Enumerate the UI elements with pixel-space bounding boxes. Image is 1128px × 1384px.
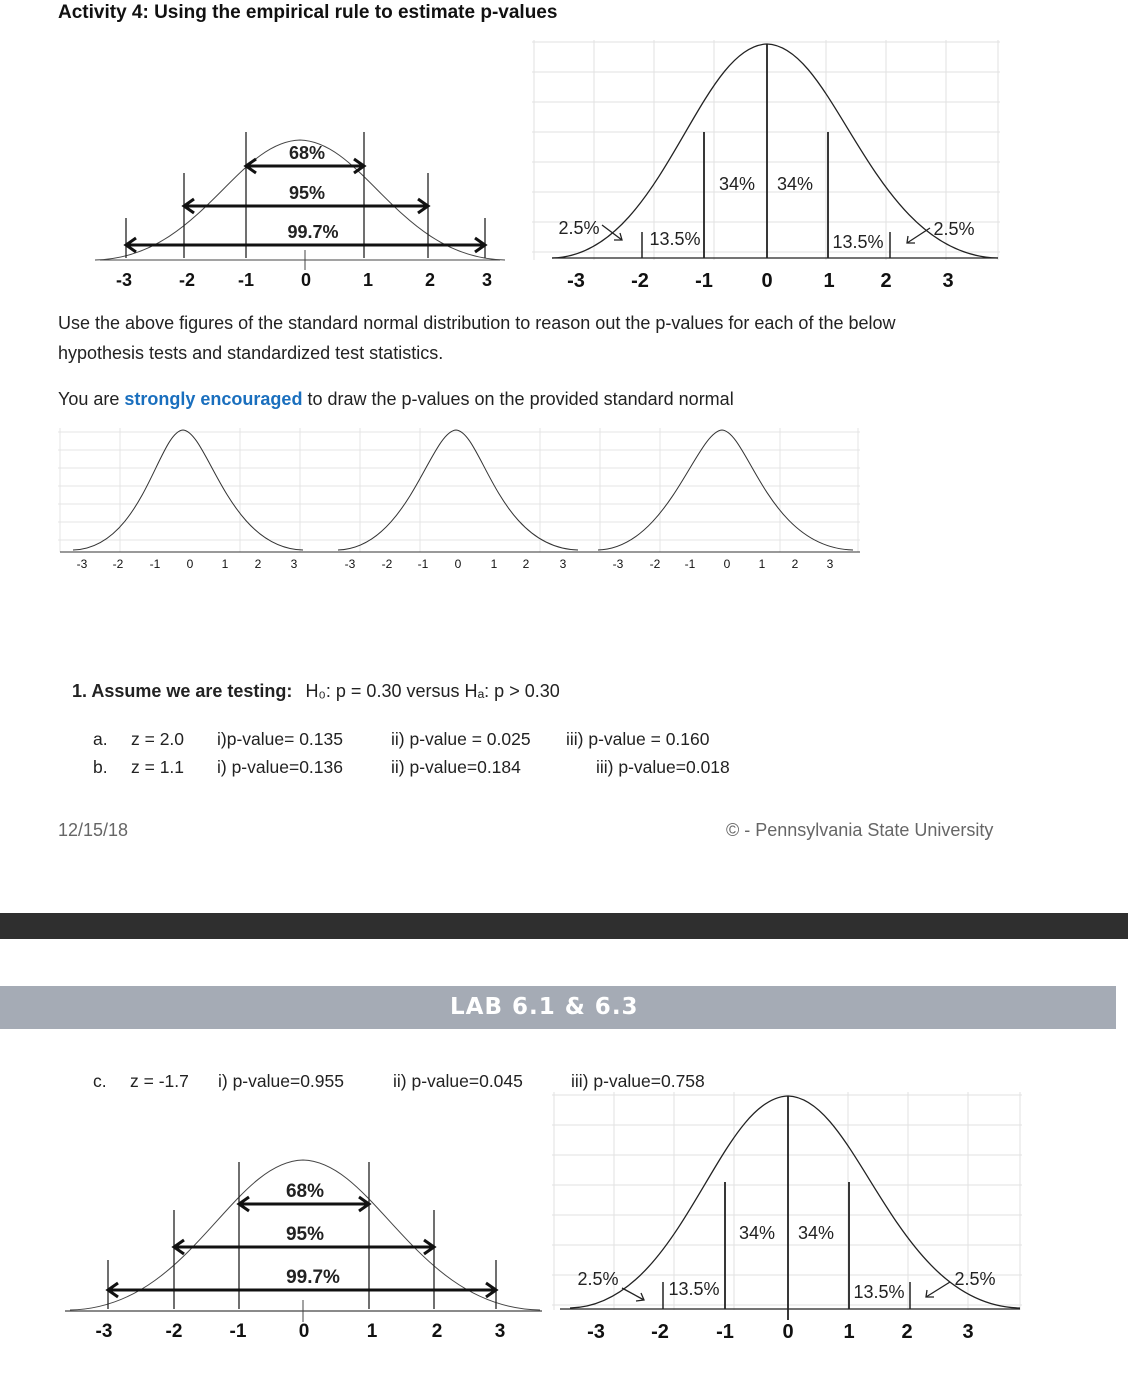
- axis-tick-label: 3: [826, 557, 834, 571]
- axis-tick-label: 2: [791, 557, 799, 571]
- axis-tick-label: 0: [761, 270, 773, 292]
- region-label: 13.5%: [853, 1282, 905, 1302]
- row-a-letter: a.: [93, 729, 108, 749]
- axis-tick-label: 1: [366, 1321, 378, 1342]
- axis-tick-label: 0: [782, 1321, 794, 1343]
- region-label: 2.5%: [577, 1269, 619, 1289]
- row-b-option-i: i) p-value=0.136: [217, 757, 343, 777]
- bell-curve: [552, 44, 998, 258]
- row-b-option-ii: ii) p-value=0.184: [391, 757, 521, 777]
- axis-tick-label: 3: [962, 1321, 974, 1343]
- row-a-option-i: i)p-value= 0.135: [217, 729, 343, 749]
- row-b-option-iii: iii) p-value=0.018: [596, 757, 730, 777]
- axis-tick-label: 2: [424, 270, 436, 290]
- axis-tick-label: 2: [254, 557, 262, 571]
- instructions-line-1: Use the above figures of the standard normal distribution to reason out the p-values for each of the below: [58, 313, 896, 333]
- region-label: 2.5%: [954, 1269, 996, 1289]
- empirical-rule-figure-bottom: [60, 1150, 550, 1350]
- axis-tick-label: 3: [559, 557, 567, 571]
- region-label: 13.5%: [649, 229, 701, 249]
- row-a-option-ii: ii) p-value = 0.025: [391, 729, 531, 749]
- blank-normal-curves: [58, 428, 864, 578]
- axis-tick-label: -2: [112, 557, 124, 571]
- encourage-text: You are strongly encouraged to draw the p-values on the provided standard normal: [58, 389, 734, 409]
- region-label: 34%: [797, 1223, 835, 1243]
- row-c-z: z = -1.7: [130, 1071, 189, 1091]
- region-label: 2.5%: [558, 218, 600, 238]
- region-label: 34%: [738, 1223, 776, 1243]
- row-c-option-iii: iii) p-value=0.758: [571, 1071, 705, 1091]
- question-1: [72, 681, 560, 702]
- axis-tick-label: 1: [490, 557, 498, 571]
- page-divider: [0, 913, 1128, 939]
- encourage-emphasis: strongly encouraged: [124, 389, 303, 409]
- region-label: 2.5%: [933, 219, 975, 239]
- axis-tick-label: -3: [95, 1321, 113, 1342]
- row-c-letter: c.: [93, 1071, 107, 1091]
- axis-tick-label: 0: [454, 557, 462, 571]
- axis-tick-label: 3: [494, 1321, 506, 1342]
- axis-tick-label: -1: [716, 1321, 734, 1343]
- axis-tick-label: 2: [901, 1321, 913, 1343]
- axis-tick-label: -2: [165, 1321, 183, 1342]
- hypotheses: H₀: p = 0.30 versus Hₐ: p > 0.30: [305, 681, 560, 701]
- row-b-z: z = 1.1: [131, 757, 185, 777]
- axis-tick-label: -3: [612, 557, 624, 571]
- axis-tick-label: 1: [843, 1321, 855, 1343]
- axis-tick-label: -3: [76, 557, 88, 571]
- lab-title: LAB 6.1 & 6.3: [450, 994, 639, 1020]
- region-label: 13.5%: [668, 1279, 720, 1299]
- blank-bell-curve-2: [338, 430, 578, 550]
- activity-title: Activity 4: Using the empirical rule to estimate p-values: [58, 2, 558, 23]
- axis-tick-label: 2: [522, 557, 530, 571]
- axis-tick-label: 0: [298, 1321, 310, 1342]
- axis-tick-label: -3: [115, 270, 133, 290]
- axis-tick-label: 1: [221, 557, 229, 571]
- empirical-rule-figure-top: [60, 110, 530, 295]
- axis-tick-label: 1: [823, 270, 835, 292]
- axis-tick-label: 0: [723, 557, 731, 571]
- row-c-option-ii: ii) p-value=0.045: [393, 1071, 523, 1091]
- band-label: 95%: [288, 183, 326, 203]
- axis-tick-label: -2: [178, 270, 196, 290]
- row-b-letter: b.: [93, 757, 108, 777]
- question-1-heading: 1. Assume we are testing:: [72, 681, 293, 701]
- row-a-z: z = 2.0: [131, 729, 185, 749]
- axis-tick-label: 3: [290, 557, 298, 571]
- percent-regions-figure-top: [532, 40, 1002, 295]
- axis-tick-label: -2: [381, 557, 393, 571]
- axis-tick-label: 1: [362, 270, 374, 290]
- blank-bell-curve-1: [73, 430, 303, 550]
- axis-tick-label: -2: [631, 270, 649, 292]
- percent-regions-figure-bottom: [552, 1092, 1024, 1350]
- axis-tick-label: 3: [942, 270, 954, 292]
- footer-copyright: © - Pennsylvania State University: [726, 820, 994, 840]
- axis-tick-label: -1: [684, 557, 696, 571]
- axis-tick-label: -1: [417, 557, 429, 571]
- axis-tick-label: -3: [567, 270, 585, 292]
- axis-tick-label: -1: [149, 557, 161, 571]
- row-c-option-i: i) p-value=0.955: [218, 1071, 344, 1091]
- axis-tick-label: 0: [300, 270, 312, 290]
- region-label: 34%: [718, 174, 756, 194]
- axis-tick-label: -1: [237, 270, 255, 290]
- axis-tick-label: 3: [481, 270, 493, 290]
- axis-tick-label: 2: [431, 1321, 443, 1342]
- bell-curve: [570, 1096, 1020, 1308]
- region-label: 34%: [776, 174, 814, 194]
- axis-tick-label: -2: [651, 1321, 669, 1343]
- band-label: 68%: [285, 1181, 325, 1202]
- band-label: 99.7%: [287, 222, 339, 242]
- band-label: 68%: [288, 143, 326, 163]
- axis-tick-label: 1: [758, 557, 766, 571]
- axis-tick-label: 0: [186, 557, 194, 571]
- axis-tick-label: -1: [695, 270, 713, 292]
- axis-tick-label: -1: [229, 1321, 247, 1342]
- instructions-line-2: hypothesis tests and standardized test statistics.: [58, 343, 444, 363]
- row-a-option-iii: iii) p-value = 0.160: [566, 729, 710, 749]
- axis-tick-label: -2: [649, 557, 661, 571]
- region-label: 13.5%: [832, 232, 884, 252]
- band-label: 95%: [285, 1224, 325, 1245]
- axis-tick-label: -3: [344, 557, 356, 571]
- band-label: 99.7%: [286, 1267, 340, 1288]
- footer-date: 12/15/18: [58, 820, 129, 840]
- lab-header: [0, 986, 1116, 1029]
- axis-tick-label: -3: [587, 1321, 605, 1343]
- axis-tick-label: 2: [880, 270, 892, 292]
- blank-bell-curve-3: [598, 430, 853, 550]
